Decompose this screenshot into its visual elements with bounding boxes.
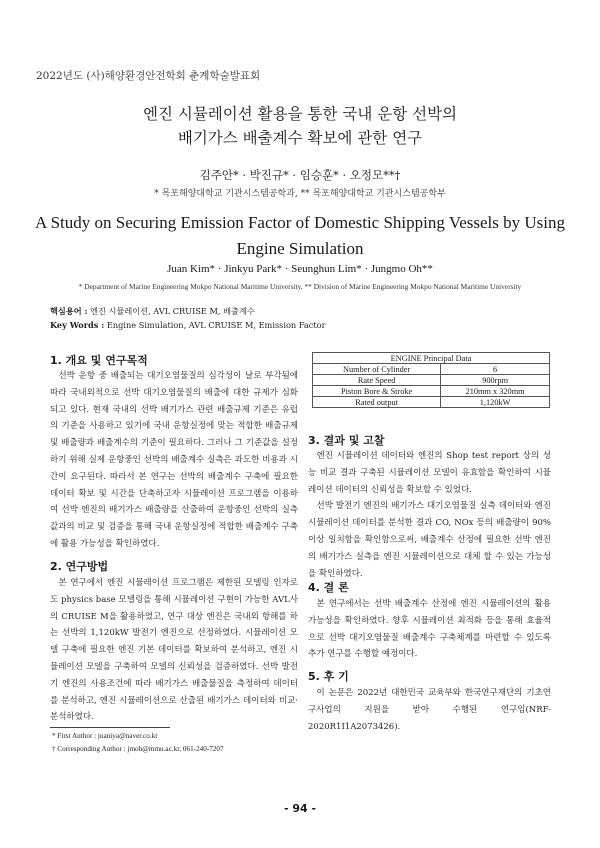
title-kr-line1: 엔진 시뮬레이션 활용을 통한 국내 운항 선박의 [142, 105, 458, 123]
section-4-paragraph: 본 연구에서는 선박 배출계수 산정에 엔진 시뮬레이션의 활용 가능성을 확인하였다. 향후 시뮬레이션 최적화 등을 통해 효율적으로 선박 대기오염물질 배출계수 구축체계를 마련할 수 있도록 추가 연구를 수행할 예정이다. [308, 599, 551, 660]
section-4-heading: 4. 결 론 [308, 581, 349, 594]
keywords-en-text: Engine Simulation, AVL CRUISE M, Emission Factor [106, 320, 326, 330]
section-5-heading: 5. 후 기 [308, 670, 349, 683]
table-row [313, 364, 550, 375]
table-cell-value: 6 [441, 364, 550, 375]
table-cell-label: Number of Cylinder [313, 364, 441, 375]
section-3-paragraph-1: 엔진 시뮬레이션 데이터와 엔진의 Shop test report 상의 성능 비교 결과 구축된 시뮬레이션 모델이 유효함을 확인하여 시뮬레이션 데이터의 신뢰성을 확보할 수 있었다. [308, 451, 551, 495]
table-cell-label: Rate Speed [313, 375, 441, 386]
table-row [313, 386, 550, 397]
section-2-heading: 2. 연구방법 [50, 560, 109, 573]
section-5-paragraph: 이 논문은 2022년 대한민국 교육부와 한국연구재단의 기초연구사업의 지원을 받아 수행된 연구임(NRF-2020R1I1A2073426). [308, 688, 551, 732]
footnote-divider [50, 727, 170, 728]
section-4-body [308, 596, 551, 663]
keywords-en [50, 320, 326, 330]
section-1-paragraph: 선박 운항 중 배출되는 대기오염물질의 심각성이 날로 부각됨에 따라 국내외적으로 선박 대기오염물질의 배출에 대한 규제가 심화되고 있다. 현재 국내의 선박 배기가스 관련 배출규제 기준은 유럽의 기준을 사용하고 있기에 국내 운항실정에 맞는 적합한 배출규제 및 배출량과 배출계수의 기준이 필요하다. 그러나 그 기준값을 설정하기 위해 실제 운항중인 선박의 배출계수 실측은 과도한 비용과 시간이 요구된다. 따라서 본 연구는 선박의 배출계수 구축에 필요한 데이터 확보 및 시간을 단축하고자 시뮬레이션 프로그램을 이용하여 선박 엔진의 배기가스 배출량을 산출하여 운항중인 선박의 실측값과의 비교 및 검증을 통해 국내 운항실정에 적합한 배출계수 구축에 활용 가능성을 확인하였다. [50, 371, 298, 549]
table-cell-value: 210mm x 320mm [441, 386, 550, 397]
keywords-kr [50, 306, 255, 317]
title-kr-line2: 배기가스 배출계수 확보에 관한 연구 [177, 129, 423, 147]
authors-en: Juan Kim* · Jinkyu Park* · Seunghun Lim* · Jungmo Oh** [167, 263, 433, 275]
section-1-body [50, 368, 298, 553]
table-caption: ENGINE Principal Data [313, 353, 550, 364]
section-5-body [308, 685, 551, 735]
footnote-first-author: * First Author : juaniya@naver.co.kr [52, 732, 158, 740]
section-3-body [308, 448, 551, 582]
section-3-heading: 3. 결과 및 고찰 [308, 434, 385, 447]
conference-header: 2022년도 (사)해양환경안전학회 춘계학술발표회 [36, 70, 261, 82]
section-2-paragraph: 본 연구에서 엔진 시뮬레이션 프로그램은 제한된 모델링 인자로도 physics base 모델링을 통해 시뮬레이션 구현이 가능한 AVL사의 CRUISE M을 활용하였고, 연구 대상 엔진은 국내외 항해를 하는 선박의 1,120kW 발전기 엔진으로 선정하였다. 시뮬레이션 모델 구축에 필요한 엔진 기본 데이터를 확보하여 분석하고, 엔진 시뮬레이션 모델을 구축하여 모델의 신뢰성을 검증하였다. 선박 발전기 엔진의 사용조건에 따라 배기가스 배출물질을 측정하여 데이터를 분석하고, 엔진 시뮬레이션으로 산출된 배기가스 데이터와 비교·분석하였다. [50, 578, 298, 723]
affiliation-en: * Department of Marine Engineering Mokpo National Maritime University, ** Division of Marine Engineering Mokpo National Maritime University [78, 282, 522, 291]
section-3-paragraph-2: 선박 발전기 엔진의 배기가스 대기오염물질 실측 데이터와 엔진 시뮬레이션 데이터를 분석한 결과 CO, NOx 등의 배출량이 90% 이상 일치함을 확인함으로써, 배출계수 산정에 필요한 선박 엔진의 배기가스 실측을 엔진 시뮬레이션으로 대체 할 수 있는 가능성을 확인하였다. [308, 501, 551, 579]
page-number: - 94 - [283, 802, 317, 815]
table-cell-label: Piston Bore & Stroke [313, 386, 441, 397]
table-cell-value: 1,120kW [441, 397, 550, 408]
table-cell-label: Rated output [313, 397, 441, 408]
affiliation-kr: * 목포해양대학교 기관시스템공학과, ** 목포해양대학교 기관시스템공학부 [154, 189, 446, 199]
title-en-line1: A Study on Securing Emission Factor of Domestic Shipping Vessels by Using [35, 213, 565, 232]
table-cell-value: 900rpm [441, 375, 550, 386]
section-1-heading: 1. 개요 및 연구목적 [50, 354, 148, 367]
keywords-kr-label: 핵심용어 : [50, 306, 88, 316]
authors-kr: 김주안* · 박진규* · 임승훈* · 오정모**† [199, 168, 401, 182]
footnote-corresponding-author: † Corresponding Author : jmoh@mmu.ac.kr, 061-240-7207 [52, 745, 224, 753]
section-2-body [50, 575, 298, 726]
table-caption-row [313, 353, 550, 364]
engine-principal-table [312, 352, 550, 408]
table-row [313, 375, 550, 386]
title-en-line2: Engine Simulation [236, 239, 364, 258]
keywords-en-label: Key Words : [50, 320, 105, 330]
keywords-kr-text: 엔진 시뮬레이션, AVL CRUISE M, 배출계수 [90, 306, 255, 316]
table-row [313, 397, 550, 408]
